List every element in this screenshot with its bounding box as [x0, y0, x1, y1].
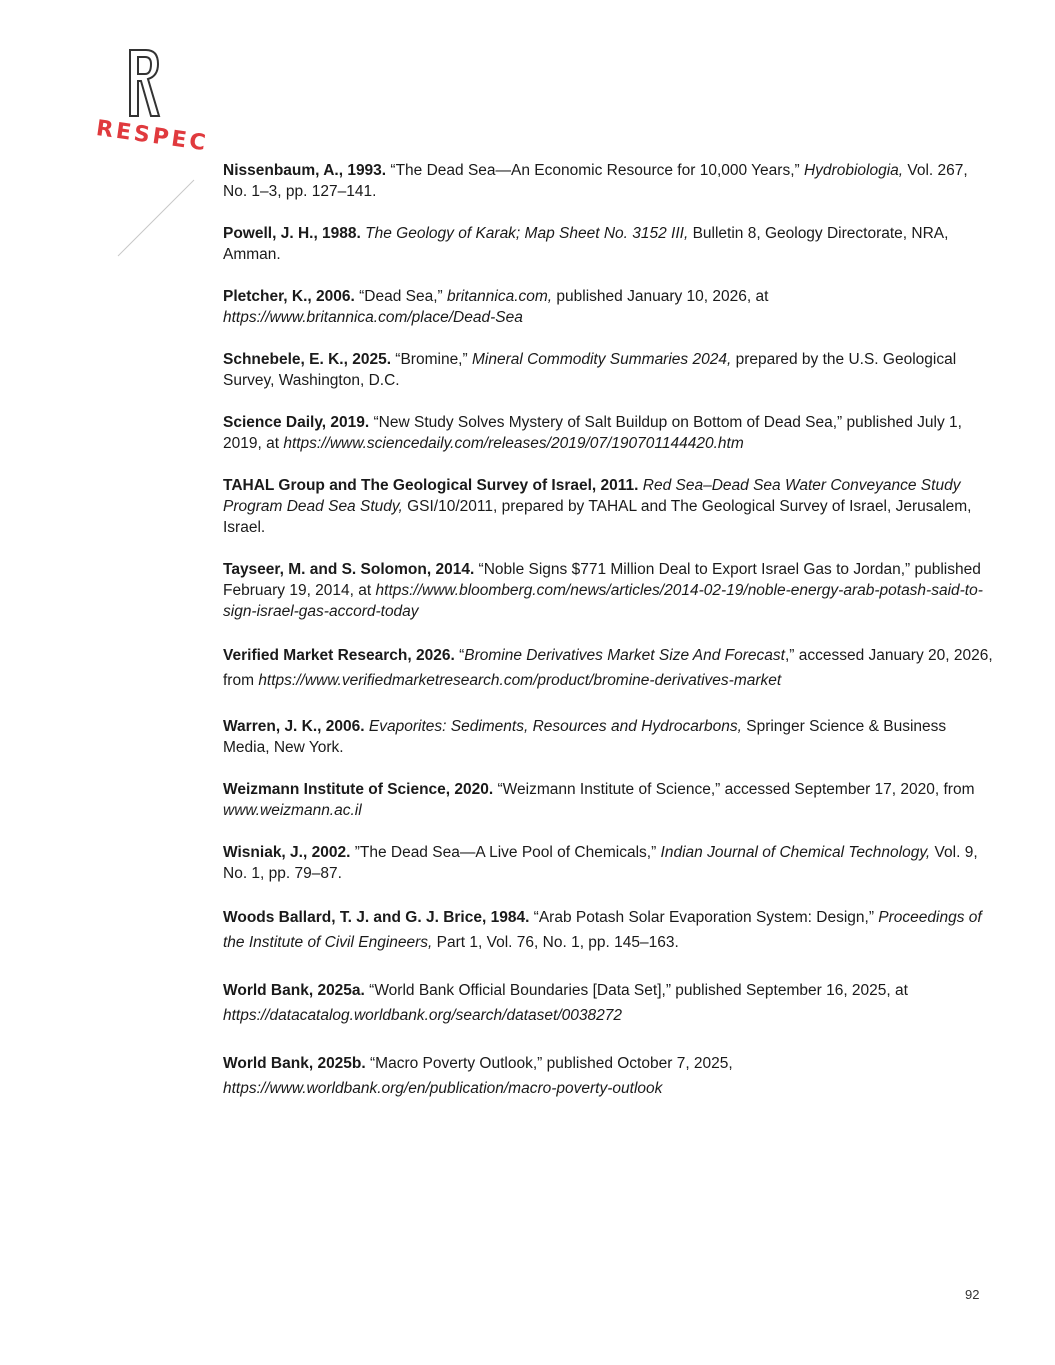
reference-text: Vol. 9, No. 1, pp. 79–87. — [223, 844, 978, 882]
reference-source: Proceedings of the Institute of Civil Engineers, — [223, 909, 982, 951]
reference-text: Part 1, Vol. 76, No. 1, pp. 145–163. — [432, 934, 679, 951]
reference-author: TAHAL Group and The Geological Survey of Israel, 2011. — [223, 477, 639, 494]
reference-text: “World Bank Official Boundaries [Data Set],” published September 16, 2025, at — [364, 982, 908, 999]
reference-entry — [223, 349, 993, 391]
reference-author: Nissenbaum, A., 1993. — [223, 162, 387, 179]
decorative-diagonal-line — [116, 178, 196, 258]
r-monogram-icon — [126, 48, 162, 118]
reference-text: Springer Science & Business Media, New York. — [223, 718, 947, 756]
reference-author: Pletcher, K., 2006. — [223, 288, 355, 305]
reference-url[interactable]: https://www.verifiedmarketresearch.com/product/bromine-derivatives-market — [258, 672, 782, 689]
reference-url[interactable]: https://datacatalog.worldbank.org/search/dataset/0038272 — [223, 1007, 622, 1024]
reference-source: Hydrobiologia, — [803, 162, 904, 179]
reference-text: “ — [454, 647, 465, 664]
reference-text: “Weizmann Institute of Science,” accessed September 17, 2020, from — [493, 781, 975, 798]
reference-source: Indian Journal of Chemical Technology, — [660, 844, 931, 861]
reference-text: ,” accessed January 20, 2026, from — [223, 647, 993, 689]
reference-text: prepared by the U.S. Geological Survey, Washington, D.C. — [223, 351, 957, 389]
reference-source: The Geology of Karak; Map Sheet No. 3152 III, — [365, 225, 689, 242]
reference-author: Verified Market Research, 2026. — [223, 647, 455, 664]
reference-url[interactable]: www.weizmann.ac.il — [223, 802, 362, 819]
reference-entry — [223, 779, 993, 821]
reference-entry — [223, 643, 993, 693]
reference-text: “Dead Sea,” — [354, 288, 448, 305]
reference-entry — [223, 1051, 993, 1101]
reference-text: “Bromine,” — [391, 351, 472, 368]
reference-author: Warren, J. K., 2006. — [223, 718, 365, 735]
reference-url[interactable]: https://www.britannica.com/place/Dead-Sea — [223, 309, 523, 326]
reference-author: Science Daily, 2019. — [223, 414, 370, 431]
reference-entry — [223, 559, 993, 622]
logo-wordmark: RESPEC — [94, 116, 211, 157]
reference-entry — [223, 475, 993, 538]
reference-text: Vol. 267, No. 1–3, pp. 127–141. — [223, 162, 968, 200]
reference-url[interactable]: https://www.sciencedaily.com/releases/2019/07/190701144420.htm — [283, 435, 744, 452]
reference-text: “New Study Solves Mystery of Salt Buildup on Bottom of Dead Sea,” published July 1, 2019, at — [223, 414, 962, 452]
reference-entry — [223, 412, 993, 454]
reference-text: Bulletin 8, Geology Directorate, NRA, Amman. — [223, 225, 949, 263]
reference-entry — [223, 905, 993, 955]
reference-author: Schnebele, E. K., 2025. — [223, 351, 391, 368]
page-number: 92 — [965, 1287, 980, 1302]
reference-author: World Bank, 2025b. — [223, 1055, 366, 1072]
respec-logo — [94, 48, 211, 258]
reference-list — [223, 160, 993, 1124]
reference-source: Bromine Derivatives Market Size And Forecast — [464, 647, 785, 664]
reference-entry — [223, 716, 993, 758]
reference-author: Wisniak, J., 2002. — [223, 844, 351, 861]
reference-text: published January 10, 2026, at — [552, 288, 769, 305]
reference-author: Powell, J. H., 1988. — [223, 225, 361, 242]
reference-source: britannica.com, — [447, 288, 553, 305]
reference-text: ”The Dead Sea—A Live Pool of Chemicals,” — [350, 844, 661, 861]
reference-author: Woods Ballard, T. J. and G. J. Brice, 1984. — [223, 909, 530, 926]
reference-text: “Macro Poverty Outlook,” published October 7, 2025, — [365, 1055, 733, 1072]
reference-author: Tayseer, M. and S. Solomon, 2014. — [223, 561, 475, 578]
reference-source: Mineral Commodity Summaries 2024, — [471, 351, 732, 368]
reference-url[interactable]: https://www.worldbank.org/en/publication/macro-poverty-outlook — [223, 1080, 663, 1097]
reference-entry — [223, 842, 993, 884]
reference-entry — [223, 160, 993, 202]
reference-text: GSI/10/2011, prepared by TAHAL and The Geological Survey of Israel, Jerusalem, Israel. — [223, 498, 972, 536]
reference-entry — [223, 286, 993, 328]
reference-source: Red Sea–Dead Sea Water Conveyance Study Program Dead Sea Study, — [223, 477, 961, 515]
reference-text: “Noble Signs $771 Million Deal to Export Israel Gas to Jordan,” published February 19, 2014, at — [223, 561, 981, 599]
reference-text: “The Dead Sea—An Economic Resource for 10,000 Years,” — [386, 162, 804, 179]
reference-author: Weizmann Institute of Science, 2020. — [223, 781, 494, 798]
reference-entry — [223, 223, 993, 265]
reference-source: Evaporites: Sediments, Resources and Hydrocarbons, — [368, 718, 742, 735]
reference-entry — [223, 978, 993, 1028]
reference-url[interactable]: https://www.bloomberg.com/news/articles/2014-02-19/noble-energy-arab-potash-said-to-sign-israel-gas-accord-today — [223, 582, 983, 620]
reference-author: World Bank, 2025a. — [223, 982, 365, 999]
reference-text: “Arab Potash Solar Evaporation System: Design,” — [529, 909, 879, 926]
